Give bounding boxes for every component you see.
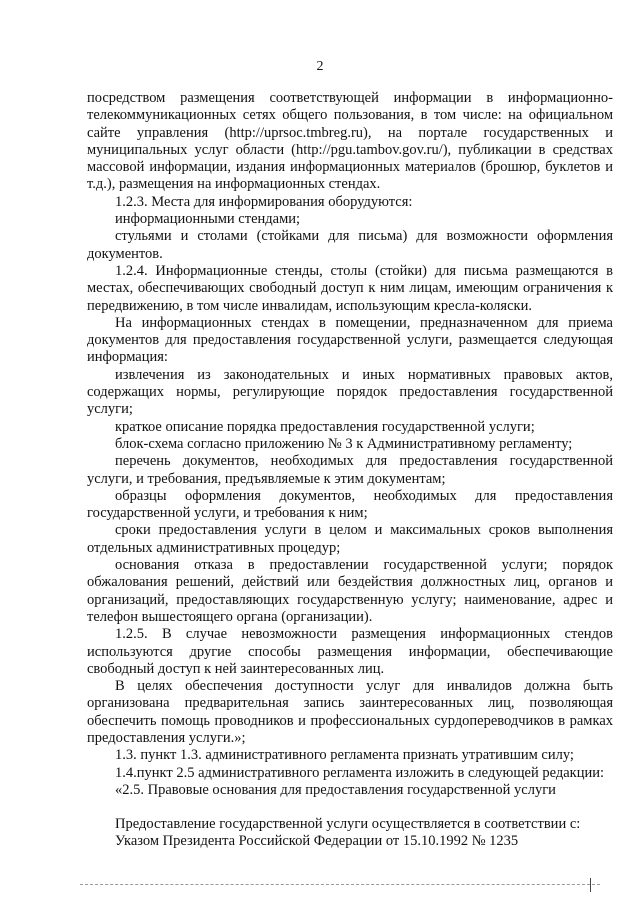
paragraph-gap	[87, 799, 613, 816]
list-item-samples: образцы оформления документов, необходимых для предоставления государственной услуги, и требования к ним;	[87, 487, 613, 522]
scan-footer-line	[80, 884, 600, 885]
list-item-extracts: извлечения из законодательных и иных нормативных правовых актов, содержащих нормы, регулирующие порядок предоставления государственной услуги;	[87, 366, 613, 418]
paragraph-presidential-decree: Указом Президента Российской Федерации от 15.10.1992 № 1235	[115, 833, 519, 850]
scan-footer-mark	[590, 878, 591, 892]
list-item-stands: информационными стендами;	[115, 211, 301, 228]
list-item-deadlines: сроки предоставления услуги в целом и максимальных сроков выполнения отдельных административных процедур;	[87, 522, 613, 556]
paragraph-info-channels: посредством размещения соответствующей информации в информационно-телекоммуникационных сетях общего пользования, в том числе: на официальном сайте управления (http://uprsoc.tmbreg.ru), на портале государственных и муниципальных услуг области (http://pgu.tambov.gov.ru/), публикации в средствах массовой информации, издания информационных материалов (брошюр, буклетов и т.д.), размещения на информационных стендах.	[87, 90, 613, 193]
paragraph-1-3: 1.3. пункт 1.3. административного регламента признать утратившим силу;	[115, 747, 574, 764]
paragraph-legal-basis: Предоставление государственной услуги осуществляется в соответствии с:	[115, 816, 581, 833]
list-item-procedure-description: краткое описание порядка предоставления государственной услуги;	[115, 418, 535, 435]
paragraph-1-2-3: 1.2.3. Места для информирования оборудуются:	[115, 193, 413, 210]
paragraph-1-2-5: 1.2.5. В случае невозможности размещения информационных стендов используются другие способы размещения информации, обеспечивающие свободный доступ к ней заинтересованных лиц.	[87, 626, 613, 677]
paragraph-stand-info: На информационных стендах в помещении, предназначенном для приема документов для предоставления государственной услуги, размещается следующая информация:	[87, 314, 613, 366]
paragraph-accessibility: В целях обеспечения доступности услуг для инвалидов должна быть организована предварительная запись заинтересованных лиц, позволяющая обеспечить помощь проводников и профессиональных сурдопереводчиков в рамках предоставления услуги.»;	[87, 678, 613, 746]
list-item-document-list: перечень документов, необходимых для предоставления государственной услуги, и требования, предъявляемые к этим документам;	[87, 453, 613, 487]
document-body	[87, 90, 613, 851]
paragraph-1-2-4: 1.2.4. Информационные стенды, столы (стойки) для письма размещаются в местах, обеспечивающих свободный доступ к ним лицам, имеющим ограничения к передвижению, в том числе инвалидам, использующим кресла-коляски.	[87, 262, 613, 314]
paragraph-1-4: 1.4.пункт 2.5 административного регламента изложить в следующей редакции:	[115, 764, 604, 781]
list-item-chairs-tables: стульями и столами (стойками для письма) для возможности оформления документов.	[87, 228, 613, 262]
paragraph-2-5-heading: «2.5. Правовые основания для предоставления государственной услуги	[115, 781, 556, 798]
list-item-refusal-grounds: основания отказа в предоставлении государственной услуги; порядок обжалования решений, действий или бездействия должностных лиц, органов и организаций, предоставляющих государственную услугу; наименование, адрес и телефон вышестоящего органа (организации).	[87, 557, 613, 625]
page-number: 2	[316, 59, 324, 74]
list-item-flowchart: блок-схема согласно приложению № 3 к Административному регламенту;	[115, 435, 573, 452]
